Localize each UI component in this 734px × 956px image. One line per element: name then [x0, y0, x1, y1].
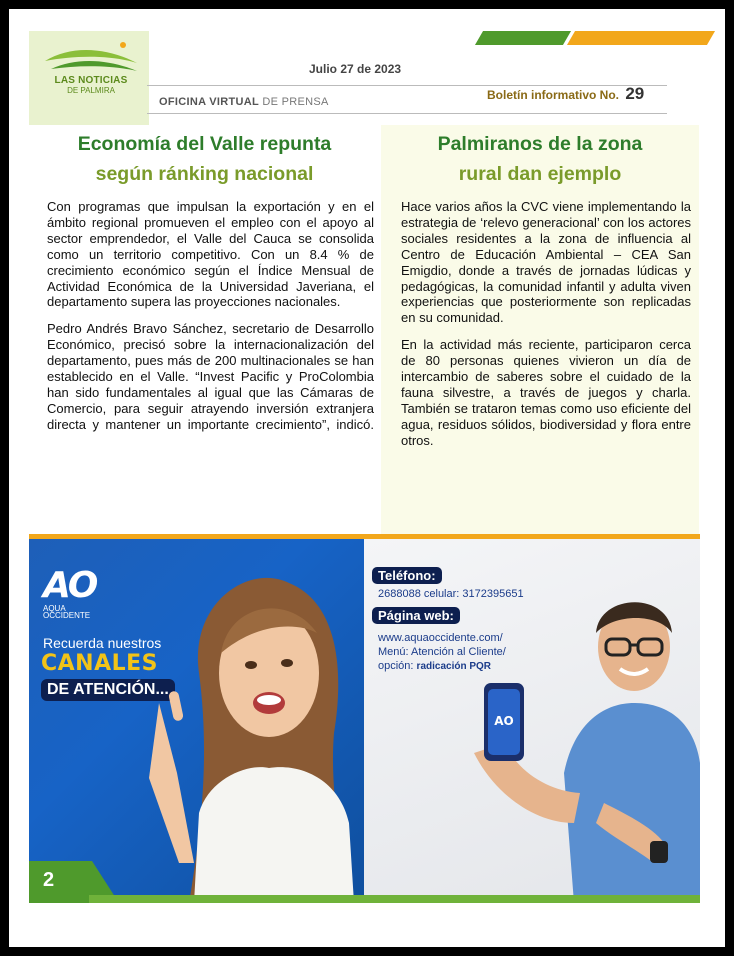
- bulletin-text: Boletín informativo No.: [487, 88, 619, 102]
- issue-date: Julio 27 de 2023: [309, 62, 402, 76]
- article-right-title-line2: rural dan ejemplo: [458, 163, 622, 185]
- bulletin-label: [487, 84, 644, 104]
- web-menu: Menú: Atención al Cliente/: [378, 646, 506, 658]
- bulletin-number: 29: [625, 84, 645, 103]
- ao-logo-letters: AO: [43, 565, 97, 606]
- article-right-title-line1: Palmiranos de la zona: [437, 133, 643, 155]
- office-light: DE PRENSA: [262, 96, 329, 108]
- article-right: [381, 125, 699, 534]
- telefono-label: Teléfono:: [372, 567, 442, 584]
- web-option-prefix: opción:: [378, 660, 414, 672]
- ao-logo-line2: OCCIDENTE: [43, 611, 91, 620]
- logo-line1: LAS NOTICIAS: [54, 75, 128, 86]
- woman-photo-icon: [139, 563, 364, 903]
- header-orange-bar: [567, 31, 715, 45]
- article-right-title: [381, 125, 699, 189]
- logo-line2: DE PALMIRA: [67, 86, 115, 95]
- telefono-value: 2688088 celular: 3172395651: [378, 588, 524, 600]
- ad-left-panel: [29, 539, 364, 903]
- office-bold: OFICINA VIRTUAL: [159, 96, 260, 108]
- article-left-paragraph: Pedro Andrés Bravo Sánchez, secretario de Desarrollo Económico, precisó sobre la internacionalización del departamento, pues más de 200 multinacionales se han establecido en el Valle. “Invest Pacific y ProColombia han sido fundamentales al igual que las Cámaras de Comercio, para seguir atrayendo inversión extranjera directa y mantener un importante crecimiento”, indicó.: [47, 321, 374, 432]
- article-left-body: [29, 199, 380, 433]
- ad-recuerda: Recuerda nuestros: [43, 635, 162, 651]
- ad-right-panel: [364, 539, 700, 903]
- ad-atencion: DE ATENCIÓN...: [41, 679, 175, 701]
- article-left-title: [29, 125, 380, 189]
- article-left-title-line1: Economía del Valle repunta: [77, 133, 332, 155]
- logo-swoosh-icon: [41, 39, 141, 79]
- aqua-occidente-ad: [29, 539, 700, 903]
- phone-screen-logo: AO: [494, 714, 514, 728]
- newsletter-page: [9, 9, 725, 947]
- article-left: [29, 125, 380, 534]
- ad-canales: CANALES: [41, 651, 159, 676]
- ad-bottom-band: [89, 895, 700, 903]
- article-right-body: [381, 199, 699, 449]
- ao-logo-line1: AQUA: [43, 604, 66, 613]
- article-right-paragraph: Hace varios años la CVC viene implementando la estrategia de ‘relevo generacional’ con los actores sociales residentes a la zona de influencia al Centro de Educación Ambiental – CEA San Emigdio, donde a través de jornadas lúdicas y pedagógicas, la comunidad infantil y adulta viven experiencias que posteriormente son replicadas en su comunidad.: [401, 199, 691, 326]
- header-green-bar: [475, 31, 571, 45]
- logo-text: [33, 75, 149, 95]
- page-number: 2: [43, 869, 55, 891]
- header-rule-bottom: [147, 113, 667, 114]
- web-label: Página web:: [372, 607, 460, 624]
- web-option-value: radicación PQR: [416, 661, 492, 672]
- ao-logo: [43, 565, 96, 620]
- article-left-title-line2: según ránking nacional: [95, 163, 314, 185]
- web-url[interactable]: www.aquaoccidente.com/: [378, 632, 503, 644]
- article-left-paragraph: Con programas que impulsan la exportación y en el ámbito regional promueven el empleo con el apoyo al sector emprendedor, el Valle del Cauca se consolida como un territorio competitivo. Con un 8.4 % de crecimiento económico según el Índice Mensual de Actividad Económica de la Universidad Javeriana, el departamento supera las proyecciones nacionales.: [47, 199, 374, 310]
- man-photo-icon: [454, 573, 700, 903]
- office-label: [159, 96, 329, 108]
- article-right-paragraph: En la actividad más reciente, participaron cerca de 80 personas quienes vivieron un día de intercambio de saberes sobre el cuidado de la fauna silvestre, a través de juegos y charla. También se trataron temas como uso eficiente del agua, residuos sólidos, biodiversidad y flora entre otros.: [401, 337, 691, 448]
